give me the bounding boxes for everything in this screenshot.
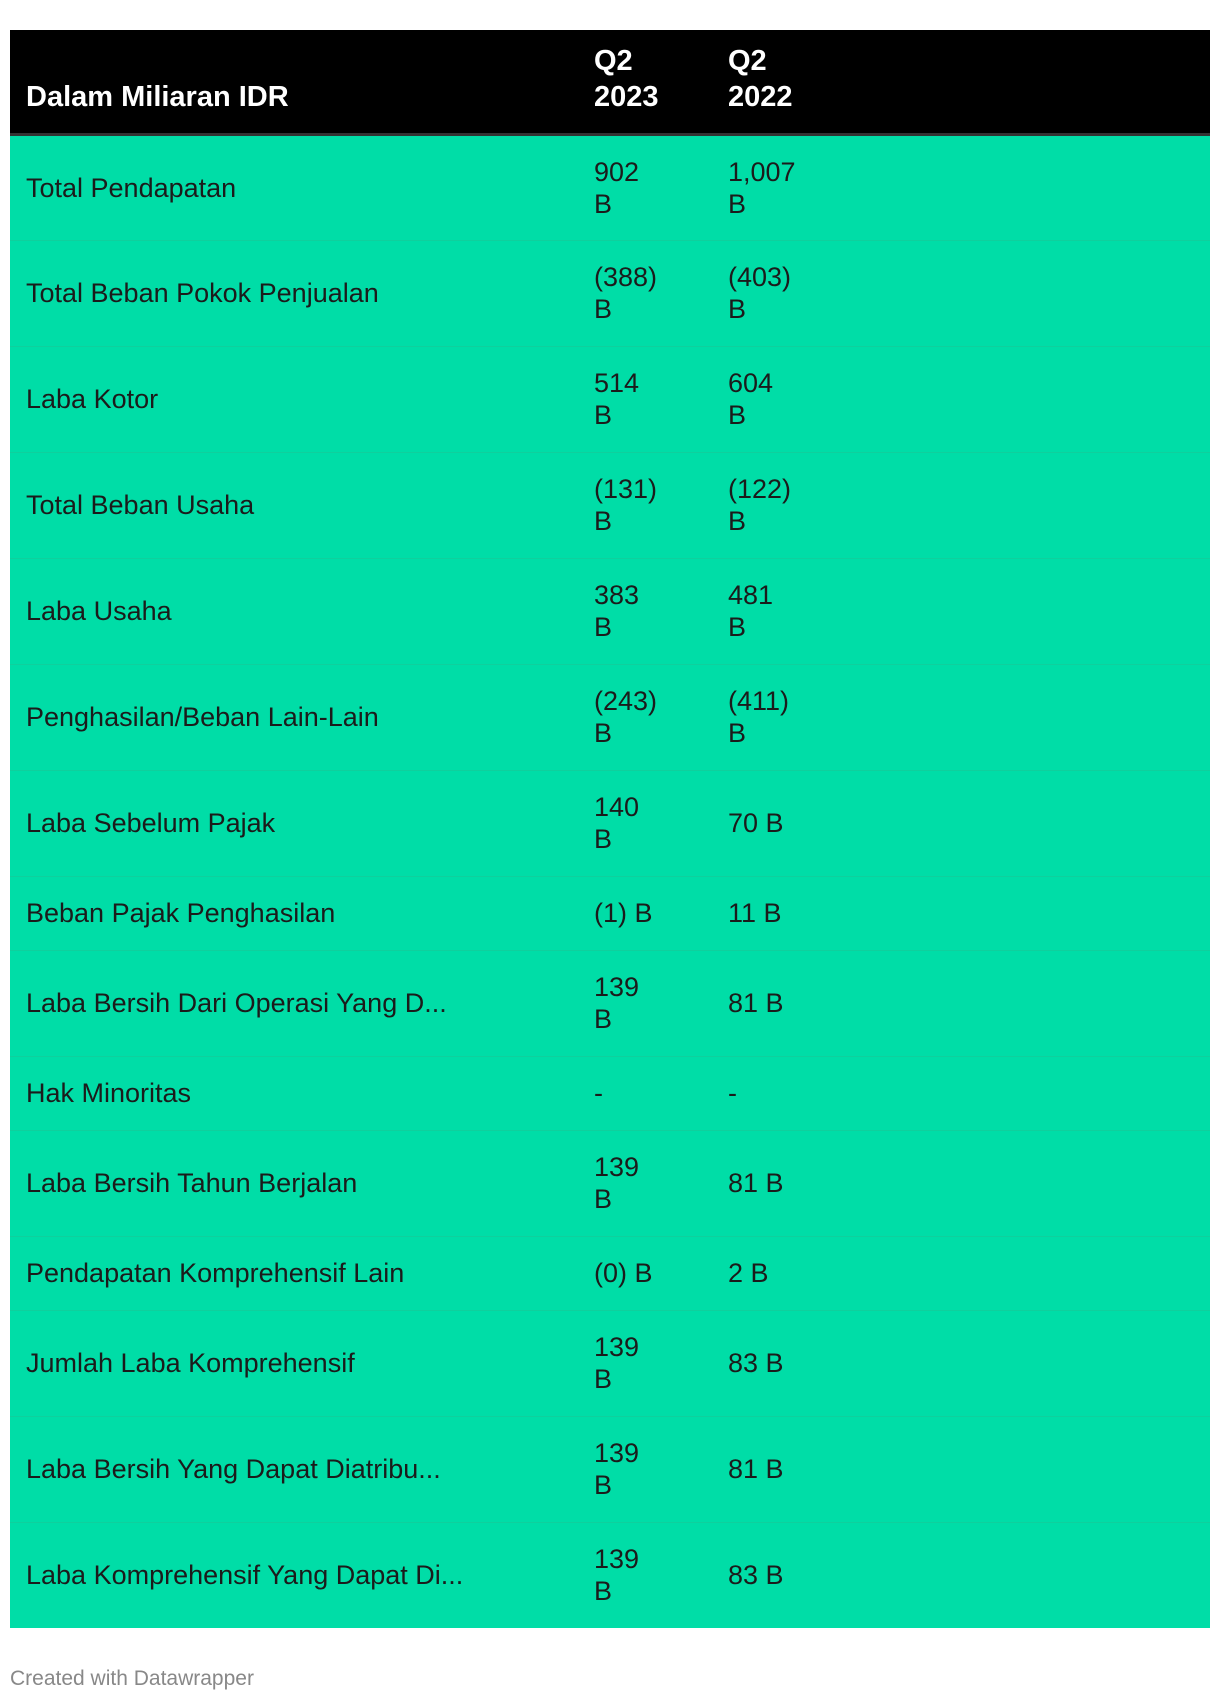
- table-row: [10, 1056, 1210, 1130]
- cell-q2-2022: [723, 950, 1210, 1056]
- value-q2-2022: 81 B: [728, 1454, 784, 1484]
- cell-q2-2022: [723, 1416, 1210, 1522]
- value-q2-2023: 139 B: [594, 1152, 640, 1214]
- cell-q2-2023: [589, 346, 723, 452]
- value-q2-2022: 604 B: [728, 368, 774, 430]
- datawrapper-credit: Created with Datawrapper: [10, 1667, 254, 1690]
- value-q2-2022: 2 B: [728, 1258, 769, 1288]
- header-row: [10, 30, 1210, 134]
- value-q2-2023: -: [594, 1078, 603, 1108]
- value-q2-2022: 83 B: [728, 1560, 784, 1591]
- row-label: Laba Komprehensif Yang Dapat Di...: [10, 1522, 589, 1628]
- value-q2-2022: -: [728, 1078, 737, 1108]
- row-label: Pendapatan Komprehensif Lain: [10, 1236, 589, 1310]
- cell-q2-2022: [723, 558, 1210, 664]
- cell-q2-2022: [723, 876, 1210, 950]
- cell-q2-2022: [723, 346, 1210, 452]
- table-row: [10, 452, 1210, 558]
- row-label: Penghasilan/Beban Lain-Lain: [10, 664, 589, 770]
- value-q2-2023: (243) B: [594, 686, 658, 748]
- table-row: [10, 664, 1210, 770]
- cell-q2-2022: [723, 1236, 1210, 1310]
- cell-q2-2022: [723, 1130, 1210, 1236]
- table-row: [10, 1522, 1210, 1628]
- cell-q2-2022: [723, 452, 1210, 558]
- value-q2-2022: 1,007 B: [728, 156, 796, 219]
- cell-q2-2022: [723, 240, 1210, 346]
- cell-q2-2023: [589, 452, 723, 558]
- cell-q2-2022: [723, 664, 1210, 770]
- row-label: Laba Kotor: [10, 346, 589, 452]
- table-row: [10, 346, 1210, 452]
- value-q2-2022: 481 B: [728, 580, 774, 642]
- cell-q2-2023: [589, 1130, 723, 1236]
- row-label: Laba Bersih Yang Dapat Diatribu...: [10, 1416, 589, 1522]
- value-q2-2023: (131) B: [594, 474, 658, 536]
- financial-table-container: [10, 30, 1210, 1628]
- header-q2-2023: Q2 2023: [589, 30, 723, 134]
- cell-q2-2022: [723, 1522, 1210, 1628]
- table-body: [10, 134, 1210, 1628]
- header-q2-2022: Q2 2022: [723, 30, 1210, 134]
- value-q2-2023: (1) B: [594, 898, 653, 928]
- cell-q2-2023: [589, 1522, 723, 1628]
- row-label: Total Beban Usaha: [10, 452, 589, 558]
- value-q2-2023: (388) B: [594, 262, 658, 324]
- cell-q2-2022: [723, 1310, 1210, 1416]
- cell-q2-2023: [589, 1416, 723, 1522]
- value-q2-2022: (403) B: [728, 262, 792, 324]
- value-q2-2023: 902 B: [594, 156, 640, 219]
- row-label: Laba Bersih Dari Operasi Yang D...: [10, 950, 589, 1056]
- cell-q2-2023: [589, 950, 723, 1056]
- value-q2-2023: 139 B: [594, 1332, 640, 1394]
- value-q2-2023: 139 B: [594, 1438, 640, 1500]
- value-q2-2023: 139 B: [594, 972, 640, 1034]
- value-q2-2023: 383 B: [594, 580, 640, 642]
- value-q2-2022: 81 B: [728, 988, 784, 1018]
- financial-table: [10, 30, 1210, 1628]
- value-q2-2023: 514 B: [594, 368, 640, 430]
- header-label-column: Dalam Miliaran IDR: [10, 30, 589, 134]
- cell-q2-2022: [723, 770, 1210, 876]
- table-row: [10, 1310, 1210, 1416]
- table-header: [10, 30, 1210, 134]
- cell-q2-2023: [589, 1236, 723, 1310]
- value-q2-2022: 81 B: [728, 1168, 784, 1198]
- table-row: [10, 876, 1210, 950]
- cell-q2-2023: [589, 558, 723, 664]
- table-row: [10, 950, 1210, 1056]
- value-q2-2023: 139 B: [594, 1544, 640, 1607]
- value-q2-2023: (0) B: [594, 1258, 653, 1288]
- row-label: Total Pendapatan: [26, 172, 237, 203]
- row-label: Hak Minoritas: [10, 1056, 589, 1130]
- table-row: [10, 1236, 1210, 1310]
- table-row: [10, 240, 1210, 346]
- value-q2-2022: 83 B: [728, 1348, 784, 1378]
- value-q2-2022: 70 B: [728, 808, 784, 838]
- row-label: Laba Sebelum Pajak: [10, 770, 589, 876]
- row-label: Laba Bersih Tahun Berjalan: [10, 1130, 589, 1236]
- table-row: [10, 770, 1210, 876]
- value-q2-2023: 140 B: [594, 792, 640, 854]
- table-row: [10, 558, 1210, 664]
- cell-q2-2022: [723, 134, 1210, 240]
- table-row: [10, 1416, 1210, 1522]
- cell-q2-2023: [589, 240, 723, 346]
- cell-q2-2023: [589, 664, 723, 770]
- row-label: Laba Usaha: [10, 558, 589, 664]
- cell-q2-2023: [589, 1056, 723, 1130]
- row-label: Beban Pajak Penghasilan: [10, 876, 589, 950]
- value-q2-2022: (411) B: [728, 686, 790, 748]
- cell-q2-2023: [589, 770, 723, 876]
- value-q2-2022: 11 B: [728, 898, 782, 928]
- table-row: [10, 134, 1210, 240]
- cell-q2-2023: [589, 134, 723, 240]
- cell-q2-2022: [723, 1056, 1210, 1130]
- row-label: Jumlah Laba Komprehensif: [10, 1310, 589, 1416]
- row-label: Total Beban Pokok Penjualan: [10, 240, 589, 346]
- value-q2-2022: (122) B: [728, 474, 792, 536]
- cell-q2-2023: [589, 1310, 723, 1416]
- cell-q2-2023: [589, 876, 723, 950]
- table-row: [10, 1130, 1210, 1236]
